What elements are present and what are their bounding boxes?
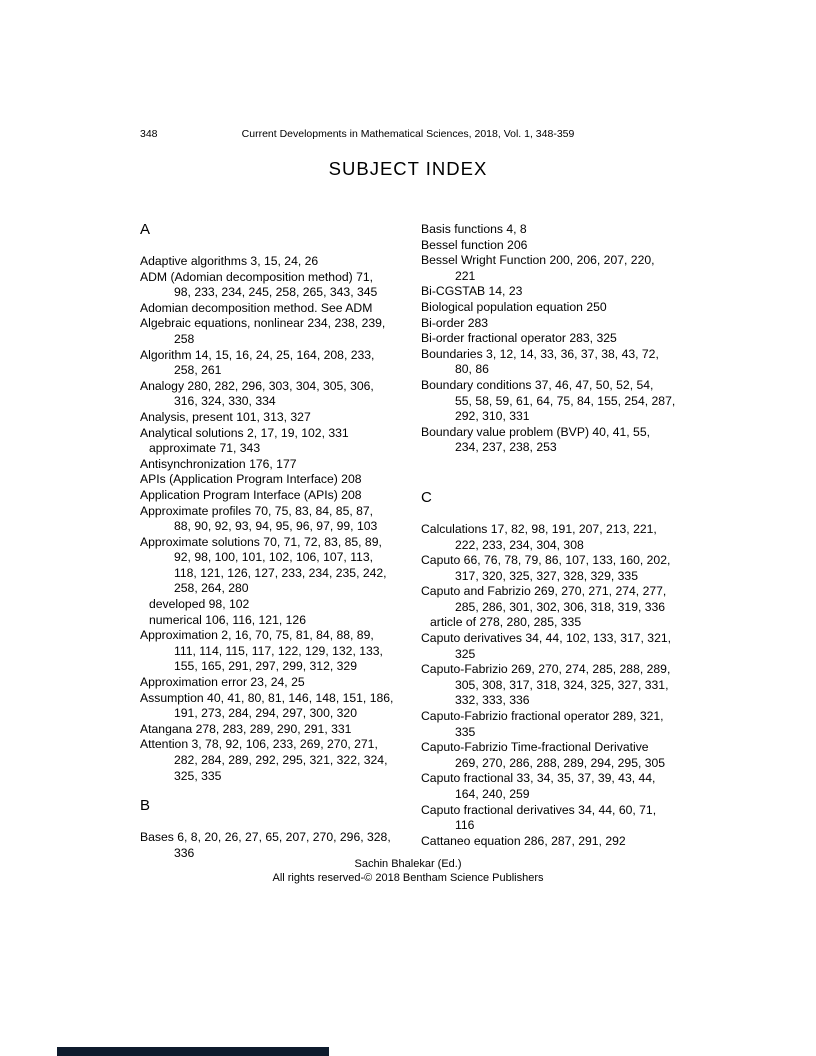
index-entry — [140, 316, 430, 347]
index-entry-line: 305, 308, 317, 318, 324, 325, 327, 331, — [455, 677, 669, 692]
index-entry-line: Caputo-Fabrizio fractional operator 289, 321, — [421, 709, 664, 724]
index-entry-line: 118, 121, 126, 127, 233, 234, 235, 242, — [174, 565, 387, 580]
index-entry-line: APIs (Application Program Interface) 208 — [140, 472, 362, 487]
index-entry-line: Analysis, present 101, 313, 327 — [140, 409, 311, 424]
index-entry-line: Caputo fractional derivatives 34, 44, 60, 71, — [421, 802, 657, 817]
index-entry-line: 116 — [455, 818, 475, 833]
index-entry-line: numerical 106, 116, 121, 126 — [149, 612, 306, 627]
index-entry-line: Caputo fractional 33, 34, 35, 37, 39, 43, 44, — [421, 771, 656, 786]
index-entry — [140, 675, 430, 691]
index-entry-line: 234, 237, 238, 253 — [455, 440, 557, 455]
index-section-heading-a: A — [140, 221, 151, 238]
index-entry-line: 316, 324, 330, 334 — [174, 394, 276, 409]
index-entry — [140, 737, 430, 784]
index-entry-line: 88, 90, 92, 93, 94, 95, 96, 97, 99, 103 — [174, 519, 378, 534]
page-number: 348 — [140, 128, 158, 140]
index-entry-line: Approximate solutions 70, 71, 72, 83, 85, 89, — [140, 534, 382, 549]
index-entry — [140, 472, 430, 488]
index-entry-line: Assumption 40, 41, 80, 81, 146, 148, 151, 186, — [140, 690, 394, 705]
index-column-right — [421, 222, 711, 849]
index-section-heading-b: B — [140, 797, 151, 815]
bottom-edge-bar — [57, 1047, 329, 1056]
index-entry-line: 111, 114, 115, 117, 122, 129, 132, 133, — [174, 643, 383, 658]
index-entry-line: 335 — [455, 724, 476, 739]
index-entry-line: 285, 286, 301, 302, 306, 318, 319, 336 — [455, 599, 666, 614]
index-entry-line: 269, 270, 286, 288, 289, 294, 295, 305 — [455, 755, 666, 770]
index-entry-line: article of 278, 280, 285, 335 — [430, 615, 582, 630]
index-entry-line: Bi-order fractional operator 283, 325 — [421, 331, 617, 346]
index-entry — [421, 740, 711, 771]
index-entry — [421, 347, 711, 378]
footer-editor: Sachin Bhalekar (Ed.) — [354, 858, 462, 870]
index-subentry — [140, 441, 430, 457]
index-entry-line: 292, 310, 331 — [455, 409, 530, 424]
index-entry-line: Approximation error 23, 24, 25 — [140, 675, 305, 690]
index-entry-line: Adomian decomposition method. See ADM — [140, 300, 373, 315]
index-entry-line: Bi-order 283 — [421, 315, 489, 330]
index-entry-line: 55, 58, 59, 61, 64, 75, 84, 155, 254, 287, — [455, 393, 676, 408]
page-title: SUBJECT INDEX — [328, 158, 488, 179]
index-subentry — [140, 597, 430, 613]
index-entry-line: 155, 165, 291, 297, 299, 312, 329 — [174, 659, 357, 674]
index-entry-line: Calculations 17, 82, 98, 191, 207, 213, 221, — [421, 521, 657, 536]
index-entry-line: Algorithm 14, 15, 16, 24, 25, 164, 208, 233, — [140, 347, 375, 362]
index-entry — [140, 722, 430, 738]
index-entry — [140, 426, 430, 442]
index-entry — [140, 457, 430, 473]
index-entry-line: Antisynchronization 176, 177 — [140, 456, 297, 471]
index-entry-line: Boundaries 3, 12, 14, 33, 36, 37, 38, 43, 72, — [421, 346, 659, 361]
index-entry-line: ADM (Adomian decomposition method) 71, — [140, 269, 374, 284]
index-entry — [140, 301, 430, 317]
index-entry — [140, 348, 430, 379]
index-entry — [421, 378, 711, 425]
index-entry-line: Algebraic equations, nonlinear 234, 238, 239, — [140, 316, 386, 331]
index-entry — [421, 771, 711, 802]
index-column-left — [140, 220, 430, 861]
index-entry — [140, 379, 430, 410]
index-entry-line: 325, 335 — [174, 768, 222, 783]
index-entry-line: Bases 6, 8, 20, 26, 27, 65, 207, 270, 296, 328, — [140, 830, 391, 845]
index-entry — [140, 628, 430, 675]
index-entry-line: Caputo-Fabrizio Time-fractional Derivative — [421, 740, 649, 755]
index-entry-line: 336 — [174, 845, 195, 860]
index-entry-line: Application Program Interface (APIs) 208 — [140, 487, 362, 502]
index-entry — [421, 553, 711, 584]
index-entry-line: Caputo-Fabrizio 269, 270, 274, 285, 288, 289, — [421, 662, 671, 677]
index-entry-line: Approximation 2, 16, 70, 75, 81, 84, 88, 89, — [140, 628, 374, 643]
index-entry-line: Bi-CGSTAB 14, 23 — [421, 284, 523, 299]
index-entry-line: Boundary value problem (BVP) 40, 41, 55, — [421, 424, 650, 439]
index-entry-line: Cattaneo equation 286, 287, 291, 292 — [421, 833, 626, 848]
index-entry-line: 222, 233, 234, 304, 308 — [455, 537, 584, 552]
index-entry — [421, 300, 711, 316]
running-header: Current Developments in Mathematical Sciences, 2018, Vol. 1, 348-359 — [241, 128, 575, 140]
index-entry — [421, 253, 711, 284]
index-entry — [421, 709, 711, 740]
page-footer — [0, 857, 816, 885]
index-entry-line: 191, 273, 284, 294, 297, 300, 320 — [174, 706, 357, 721]
index-entry-line: approximate 71, 343 — [149, 441, 261, 456]
index-entry — [140, 410, 430, 426]
index-entry — [421, 522, 711, 553]
index-entry-line: 258, 264, 280 — [174, 581, 249, 596]
index-entry-line: 80, 86 — [455, 362, 489, 377]
index-entry — [421, 584, 711, 615]
index-entry-line: 221 — [455, 268, 476, 283]
index-entry — [421, 284, 711, 300]
index-entry-line: Atangana 278, 283, 289, 290, 291, 331 — [140, 721, 352, 736]
index-subentry — [421, 615, 711, 631]
index-entry-line: Attention 3, 78, 92, 106, 233, 269, 270, 271, — [140, 737, 378, 752]
index-entry — [421, 331, 711, 347]
index-entry-line: Boundary conditions 37, 46, 47, 50, 52, 54, — [421, 377, 654, 392]
index-subentry — [140, 613, 430, 629]
index-entry — [140, 254, 430, 270]
index-entry — [421, 425, 711, 456]
index-entry-line: 282, 284, 289, 292, 295, 321, 322, 324, — [174, 753, 388, 767]
index-entry-line: Bessel function 206 — [421, 237, 528, 252]
index-entry — [421, 316, 711, 332]
footer-rights: All rights reserved-© 2018 Bentham Science Publishers — [272, 872, 544, 884]
index-entry-line: Caputo 66, 76, 78, 79, 86, 107, 133, 160, 202, — [421, 553, 671, 568]
index-entry — [421, 222, 711, 238]
index-entry-line: 325 — [455, 646, 476, 661]
index-entry-line: Bessel Wright Function 200, 206, 207, 220, — [421, 253, 655, 268]
index-entry-line: Approximate profiles 70, 75, 83, 84, 85, 87, — [140, 503, 374, 518]
index-entry — [140, 488, 430, 504]
index-entry-line: Adaptive algorithms 3, 15, 24, 26 — [140, 254, 319, 268]
index-entry — [140, 270, 430, 301]
index-entry — [421, 834, 711, 850]
index-entry-line: Analytical solutions 2, 17, 19, 102, 331 — [140, 425, 349, 440]
index-entry-line: Analogy 280, 282, 296, 303, 304, 305, 306, — [140, 378, 374, 393]
index-entry-line: 258, 261 — [174, 363, 222, 378]
index-section-heading-c: C — [421, 488, 432, 506]
index-entry-line: Caputo derivatives 34, 44, 102, 133, 317, 321, — [421, 631, 672, 646]
index-entry — [421, 662, 711, 709]
index-entry-line: Basis functions 4, 8 — [421, 222, 527, 236]
index-entry-line: developed 98, 102 — [149, 597, 250, 612]
index-entry-line: Caputo and Fabrizio 269, 270, 271, 274, 277, — [421, 584, 667, 599]
index-entry — [421, 238, 711, 254]
index-entry-line: 164, 240, 259 — [455, 787, 530, 801]
index-entry — [140, 691, 430, 722]
index-entry-line: 317, 320, 325, 327, 328, 329, 335 — [455, 568, 638, 583]
index-entry-line: 98, 233, 234, 245, 258, 265, 343, 345 — [174, 285, 378, 300]
index-entry-line: 332, 333, 336 — [455, 693, 530, 708]
index-entry-line: Biological population equation 250 — [421, 299, 607, 314]
index-entry — [140, 535, 430, 597]
index-entry-line: 92, 98, 100, 101, 102, 106, 107, 113, — [174, 550, 374, 565]
index-entry-line: 258 — [174, 331, 195, 346]
index-entry — [140, 504, 430, 535]
index-entry — [421, 803, 711, 834]
index-entry — [421, 631, 711, 662]
